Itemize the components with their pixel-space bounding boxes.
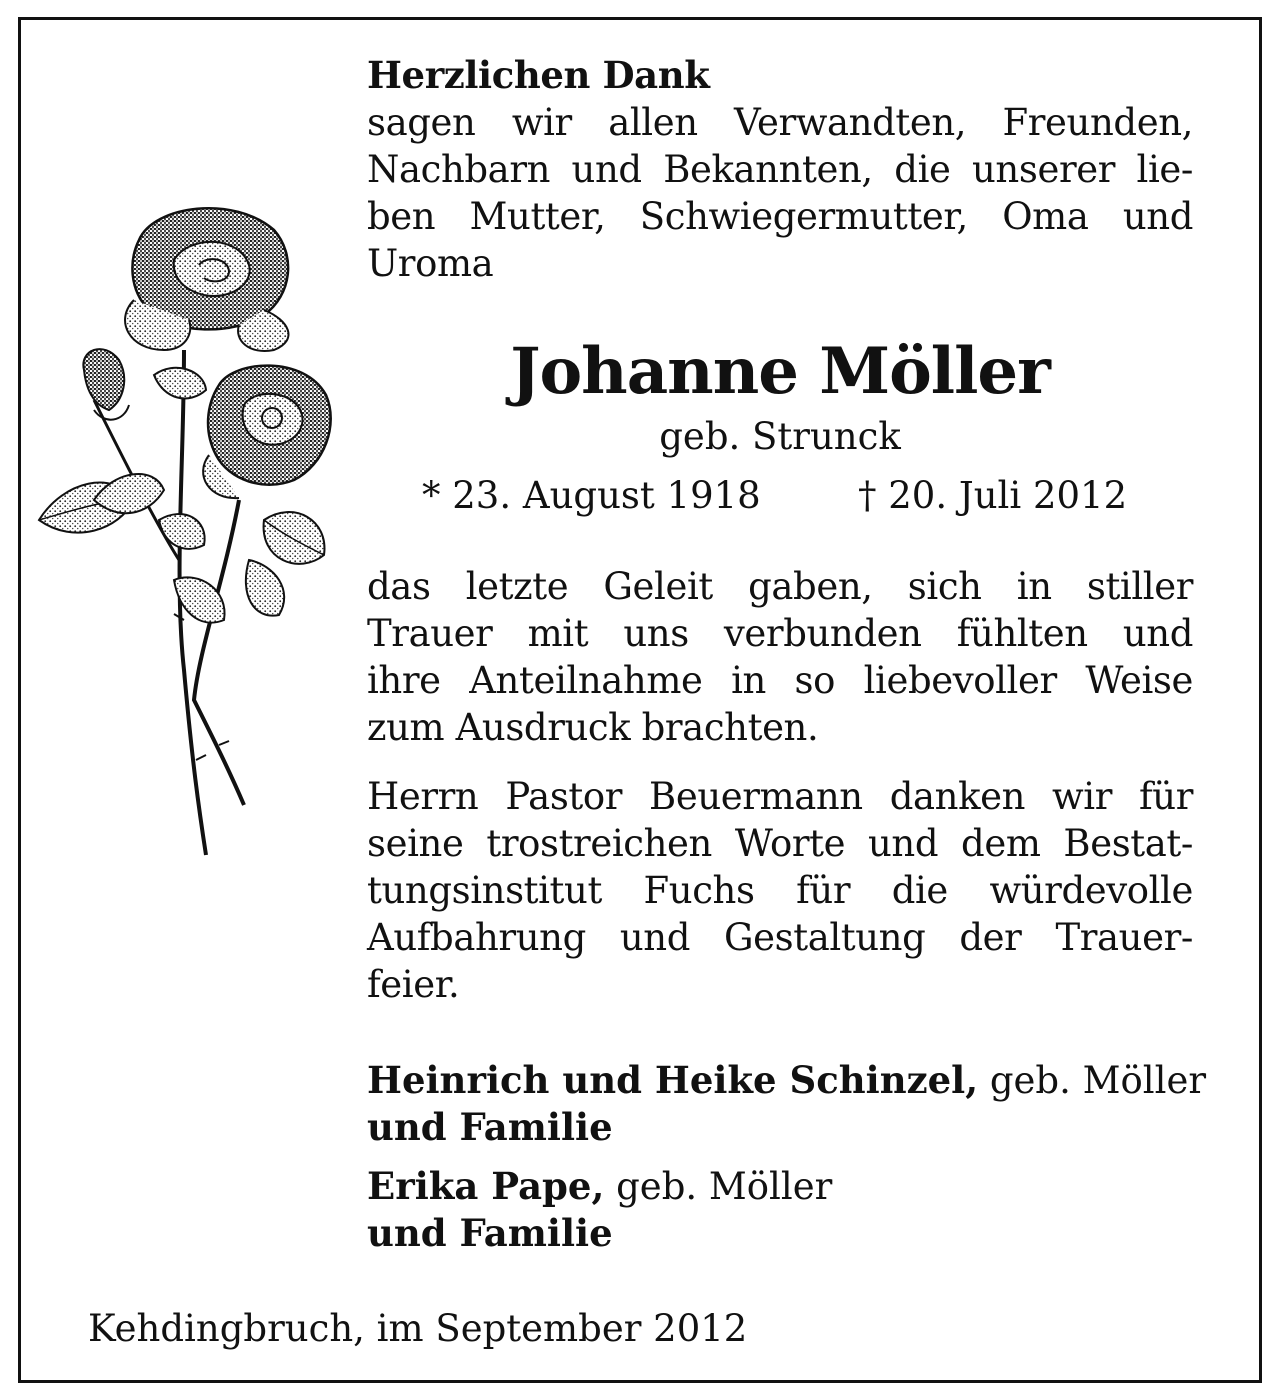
intro-line: Uroma <box>367 242 494 285</box>
thanks-paragraph-1 <box>367 563 1193 751</box>
deceased-maiden-name: geb. Strunck <box>659 415 901 458</box>
paragraph-line: seine trostreichen Worte und dem Bestat- <box>367 822 1193 865</box>
intro-text <box>367 52 1193 287</box>
paragraph-line: Trauer mit uns verbunden fühlten und <box>367 612 1193 655</box>
death-date: † 20. Juli 2012 <box>858 474 1128 517</box>
signer-family: und Familie <box>367 1105 613 1149</box>
paragraph-line: Herrn Pastor Beuermann danken wir für <box>367 775 1193 818</box>
birth-date: * 23. August 1918 <box>422 474 761 517</box>
thanks-heading: Herzlichen Dank <box>367 53 710 97</box>
intro-line: ben Mutter, Schwiegermutter, Oma und <box>367 195 1193 238</box>
paragraph-line: ihre Anteilnahme in so liebevoller Weise <box>367 659 1193 702</box>
signer-names: Erika Pape, <box>367 1164 605 1208</box>
intro-line: sagen wir allen Verwandten, Freunden, <box>367 101 1193 144</box>
signers <box>367 1057 1227 1269</box>
signer-group <box>367 1163 1227 1257</box>
signer-maiden-name: geb. Möller <box>989 1059 1207 1102</box>
rose-illustration <box>34 200 344 870</box>
thanks-paragraph-2 <box>367 773 1193 1008</box>
paragraph-line: zum Ausdruck brachten. <box>367 706 819 749</box>
paragraph-line: tungsinstitut Fuchs für die würdevolle <box>367 869 1193 912</box>
deceased-name: Johanne Möller <box>510 334 1050 409</box>
signer-names: Heinrich und Heike Schinzel, <box>367 1058 979 1102</box>
paragraph-line: Aufbahrung und Gestaltung der Trauer- <box>367 916 1193 959</box>
signer-maiden-name: geb. Möller <box>616 1165 833 1208</box>
paragraph-line: das letzte Geleit gaben, sich in stiller <box>367 565 1193 608</box>
paragraph-line: feier. <box>367 963 460 1006</box>
place-and-date: Kehdingbruch, im September 2012 <box>88 1307 748 1350</box>
signer-family: und Familie <box>367 1211 613 1255</box>
signer-group <box>367 1057 1227 1151</box>
intro-line: Nachbarn und Bekannten, die unserer lie- <box>367 148 1193 191</box>
